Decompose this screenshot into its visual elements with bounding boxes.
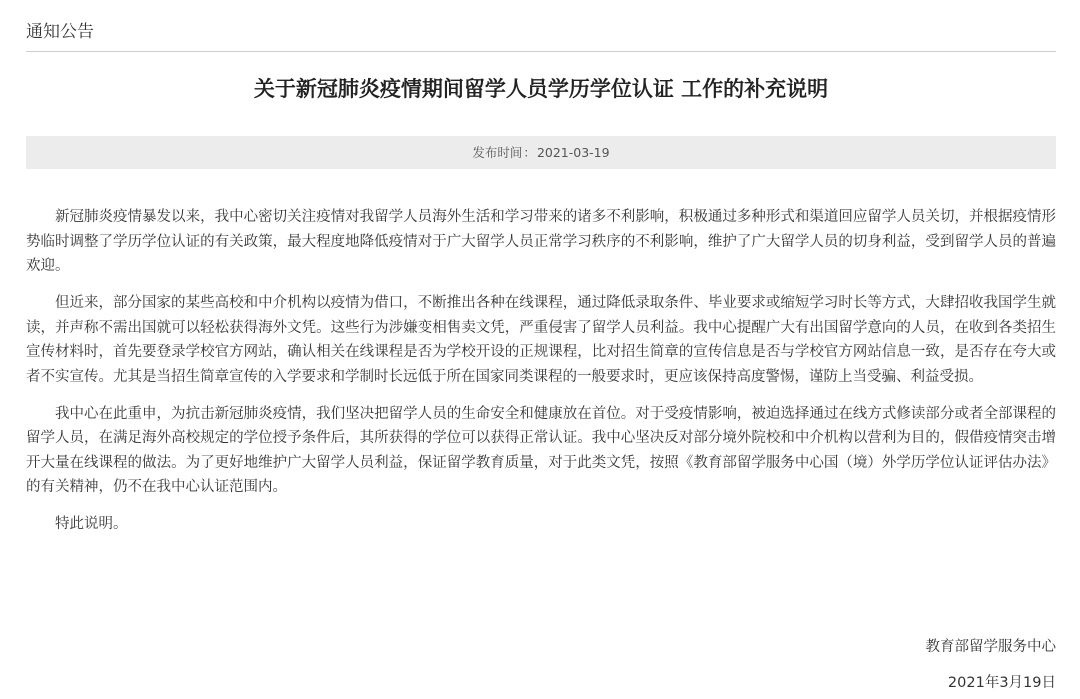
publish-time-label: 发布时间 <box>472 145 523 160</box>
signature-organization: 教育部留学服务中心 <box>925 639 1056 655</box>
section-title: 通知公告 <box>26 22 94 42</box>
publish-time-separator: ： <box>523 145 536 160</box>
publish-meta-bar <box>26 136 1056 169</box>
body-paragraph: 特此说明。 <box>55 516 128 532</box>
article-body <box>26 205 1056 549</box>
body-paragraph: 我中心在此重申，为抗击新冠肺炎疫情，我们坚决把留学人员的生命安全和健康放在首位。对于受疫情影响，被迫选择通过在线方式修读部分或者全部课程的留学人员，在满足海外高校规定的学位授予条件后，其所获得的学位可以获得正常认证。我中心坚决反对部分境外院校和中介机构以营利为目的，假借疫情突击增开大量在线课程的做法。为了更好地维护广大留学人员利益，保证留学教育质量，对于此类文凭，按照《教育部留学服务中心国（境）外学历学位认证评估办法》的有关精神，仍不在我中心认证范围内。 <box>26 405 1056 495</box>
body-paragraph: 新冠肺炎疫情暴发以来，我中心密切关注疫情对我留学人员海外生活和学习带来的诸多不利影响，积极通过多种形式和渠道回应留学人员关切，并根据疫情形势临时调整了学历学位认证的有关政策，最大程度地降低疫情对于广大留学人员正常学习秩序的不利影响，维护了广大留学人员的切身利益，受到留学人员的普遍欢迎。 <box>26 209 1056 274</box>
section-divider <box>26 51 1056 52</box>
body-paragraph: 但近来，部分国家的某些高校和中介机构以疫情为借口，不断推出各种在线课程，通过降低录取条件、毕业要求或缩短学习时长等方式，大肆招收我国学生就读，并声称不需出国就可以轻松获得海外文凭。这些行为涉嫌变相售卖文凭，严重侵害了留学人员利益。我中心提醒广大有出国留学意向的人员，在收到各类招生宣传材料时，首先要登录学校官方网站，确认相关在线课程是否为学校开设的正规课程，比对招生简章的宣传信息是否与学校官方网站信息一致，是否存在夸大或者不实宣传。尤其是当招生简章宣传的入学要求和学制时长远低于所在国家同类课程的一般要求时，更应该保持高度警惕，谨防上当受骗、利益受损。 <box>26 295 1056 385</box>
publish-date: 2021-03-19 <box>536 145 610 160</box>
article-title: 关于新冠肺炎疫情期间留学人员学历学位认证 工作的补充说明 <box>253 77 829 101</box>
signature-date: 2021年3月19日 <box>947 675 1056 691</box>
